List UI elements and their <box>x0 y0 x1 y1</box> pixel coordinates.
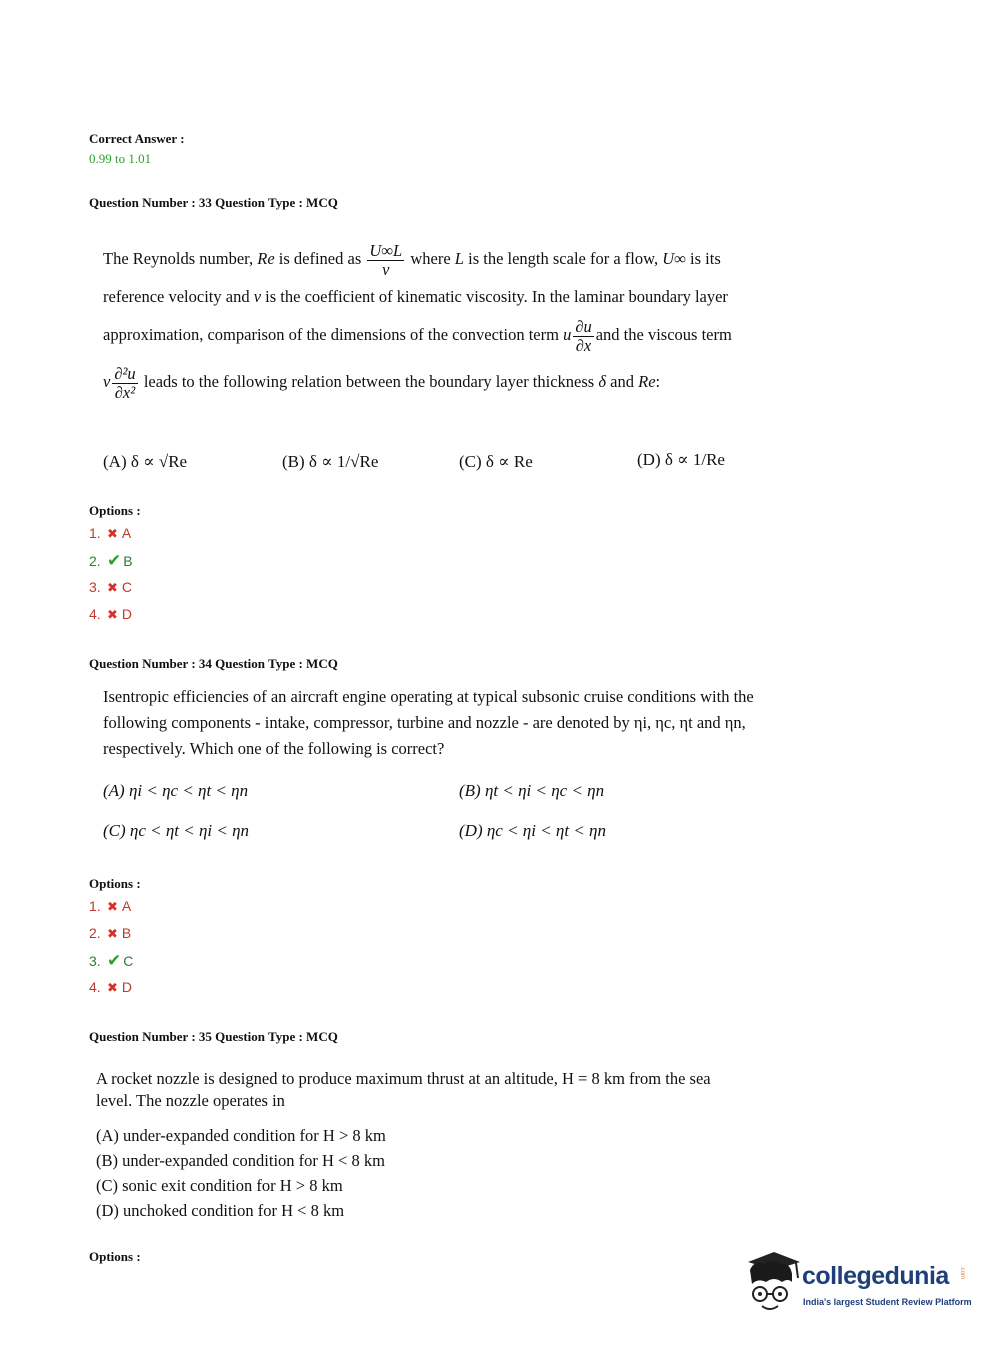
collegedunia-logo[interactable] <box>742 1248 972 1318</box>
cross-icon: ✖ <box>107 580 118 595</box>
check-icon: ✔ <box>107 951 122 970</box>
q33-choice-d: (D) δ ∝ 1/Re <box>637 450 725 469</box>
q34-choice-a: (A) ηi < ηc < ηt < ηn <box>103 781 249 800</box>
q34-choice-d: (D) ηc < ηi < ηt < ηn <box>459 821 606 840</box>
q34-options-list <box>89 893 133 1001</box>
q35-text: A rocket nozzle is designed to produce maximum thrust at an altitude, H = 8 km from the sea level. The nozzle operates in <box>96 1069 711 1110</box>
q34-option-3: 3. ✔ C <box>89 951 134 970</box>
q34-option-4: 4. ✖ D <box>89 979 133 995</box>
q33-option-2: 2. ✔ B <box>89 551 133 570</box>
q33-choice-b: (B) δ ∝ 1/√Re <box>282 452 379 471</box>
q33-choice-c: (C) δ ∝ Re <box>459 452 533 471</box>
q33-option-1: 1. ✖ A <box>89 525 132 541</box>
q34-options-label: Options : <box>89 876 141 891</box>
logo-name: collegedunia <box>802 1262 949 1290</box>
q33-options-list <box>89 520 133 628</box>
q33-option-4: 4. ✖ D <box>89 606 133 622</box>
q34-option-1: 1. ✖ A <box>89 898 132 914</box>
q35-choice-c: (C) sonic exit condition for H > 8 km <box>96 1176 343 1195</box>
cross-icon: ✖ <box>107 926 118 941</box>
convection-fraction: $\frac{\partial u}{\partial x}$ <box>575 316 592 355</box>
q34-text: Isentropic efficiencies of an aircraft engine operating at typical subsonic cruise conditions with the following components - intake, compressor, turbine and nozzle - are denoted by ηi, ηc, ηt and ηn, respectively. Which one of the following is correct? <box>103 687 754 758</box>
q35-choices <box>96 1123 386 1223</box>
reynolds-fraction: $\frac{U\infty L}{\nu}$ <box>369 240 403 279</box>
q35-header: Question Number : 35 Question Type : MCQ <box>89 1029 338 1044</box>
cross-icon: ✖ <box>107 899 118 914</box>
check-icon: ✔ <box>107 551 122 570</box>
q34-choice-c: (C) ηc < ηt < ηi < ηn <box>103 821 250 840</box>
q33-option-3: 3. ✖ C <box>89 579 133 595</box>
mascot-icon <box>742 1248 802 1316</box>
viscous-fraction: $\frac{\text{∂²u}}{\text{∂x²}}$ <box>114 363 136 402</box>
logo-tld: .com <box>959 1266 965 1280</box>
q33-header: Question Number : 33 Question Type : MCQ <box>89 195 338 210</box>
q33-choice-a: (A) δ ∝ √Re <box>103 452 188 471</box>
q35-options-label: Options : <box>89 1249 141 1264</box>
q35-choice-b: (B) under-expanded condition for H < 8 km <box>96 1151 385 1170</box>
q35-choice-d: (D) unchoked condition for H < 8 km <box>96 1201 345 1220</box>
cross-icon: ✖ <box>107 607 118 622</box>
q35-choice-a: (A) under-expanded condition for H > 8 km <box>96 1126 386 1145</box>
logo-tagline: India's largest Student Review Platform <box>803 1297 972 1307</box>
correct-answer-label: Correct Answer : <box>89 131 185 146</box>
cross-icon: ✖ <box>107 980 118 995</box>
cross-icon: ✖ <box>107 526 118 541</box>
correct-answer-value: 0.99 to 1.01 <box>89 151 152 166</box>
q33-text: The Reynolds number, Re is defined as $\frac{U\infty L}{\nu}$ where L is the length scale for a flow, U∞ is its reference velocity and ν is the coefficient of kinematic viscosity. In the laminar boundary layer approximation, comparison of the dimensions of the convection term u $\frac{\partial u}{\partial x}$ and the viscous term ν $\frac{\text{∂²u}}{\text{∂x²}}$ leads to the following relation between the boundary layer thickness δ and Re: <box>103 240 732 402</box>
q34-option-2: 2. ✖ B <box>89 925 132 941</box>
q34-header: Question Number : 34 Question Type : MCQ <box>89 656 338 671</box>
q34-choice-b: (B) ηt < ηi < ηc < ηn <box>459 781 605 800</box>
q33-options-label: Options : <box>89 503 141 518</box>
